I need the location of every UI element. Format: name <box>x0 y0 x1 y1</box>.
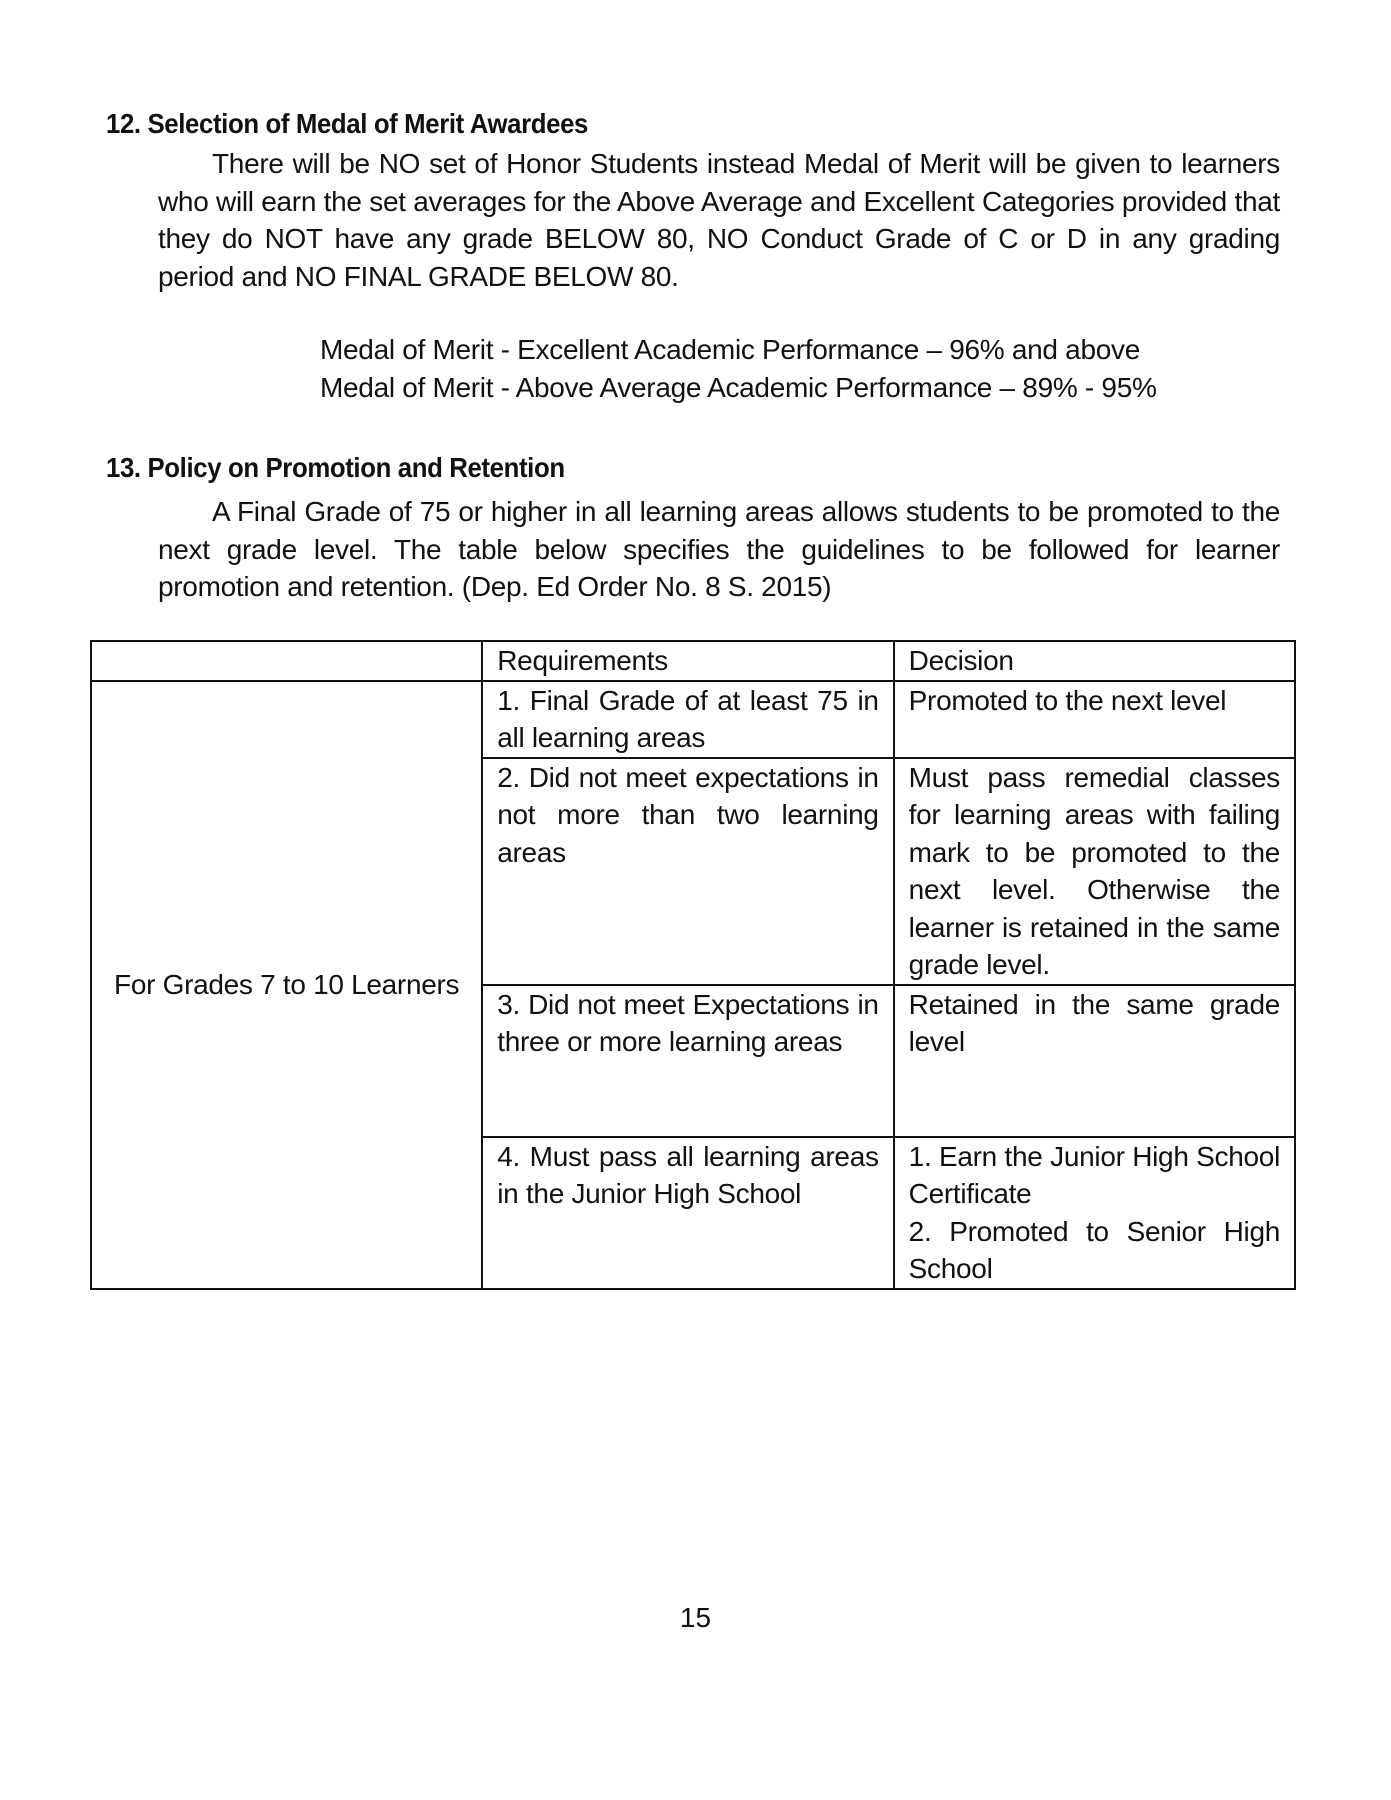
page-number: 15 <box>679 1602 712 1633</box>
promotion-retention-table <box>90 640 1296 1290</box>
section-12-heading: 12. Selection of Medal of Merit Awardees <box>106 108 589 139</box>
requirement-cell: 3. Did not meet Expectations in three or more learning areas <box>482 985 893 1137</box>
section-12-paragraph: There will be NO set of Honor Students instead Medal of Merit will be given to learners who will earn the set averages for the Above Average and Excellent Categories provided that they do NOT have any grade BELOW 80, NO Conduct Grade of C or D in any grading period and NO FINAL GRADE BELOW 80. <box>158 148 1280 292</box>
header-cell-empty <box>91 641 482 681</box>
decision-cell <box>894 1137 1295 1289</box>
medal-above-average-line: Medal of Merit - Above Average Academic Performance – 89% - 95% <box>320 371 1157 403</box>
medal-excellent-line: Medal of Merit - Excellent Academic Performance – 96% and above <box>320 334 1140 365</box>
decision-line: 2. Promoted to Senior High School <box>908 1215 1280 1284</box>
requirement-cell: 4. Must pass all learning areas in the Junior High School <box>482 1137 893 1289</box>
header-cell-decision: Decision <box>894 641 1295 681</box>
decision-cell: Promoted to the next level <box>894 681 1295 758</box>
section-13-heading: 13. Policy on Promotion and Retention <box>106 452 565 483</box>
table-row <box>91 681 1295 758</box>
decision-cell: Retained in the same grade level <box>894 985 1295 1137</box>
header-cell-requirements: Requirements <box>482 641 893 681</box>
table-header-row <box>91 641 1295 681</box>
requirement-cell: 1. Final Grade of at least 75 in all learning areas <box>482 681 893 758</box>
medal-criteria <box>320 331 1157 406</box>
decision-line: 1. Earn the Junior High School Certificate <box>908 1140 1280 1209</box>
requirement-cell: 2. Did not meet expectations in not more than two learning areas <box>482 758 893 985</box>
group-label-cell: For Grades 7 to 10 Learners <box>91 681 482 1289</box>
section-13-paragraph: A Final Grade of 75 or higher in all learning areas allows students to be promoted to the next grade level. The table below specifies the guidelines to be followed for learner promotion and retention. (Dep. Ed Order No. 8 S. 2015) <box>158 496 1280 602</box>
decision-cell: Must pass remedial classes for learning areas with failing mark to be promoted to the next level. Otherwise the learner is retained in the same grade level. <box>894 758 1295 985</box>
